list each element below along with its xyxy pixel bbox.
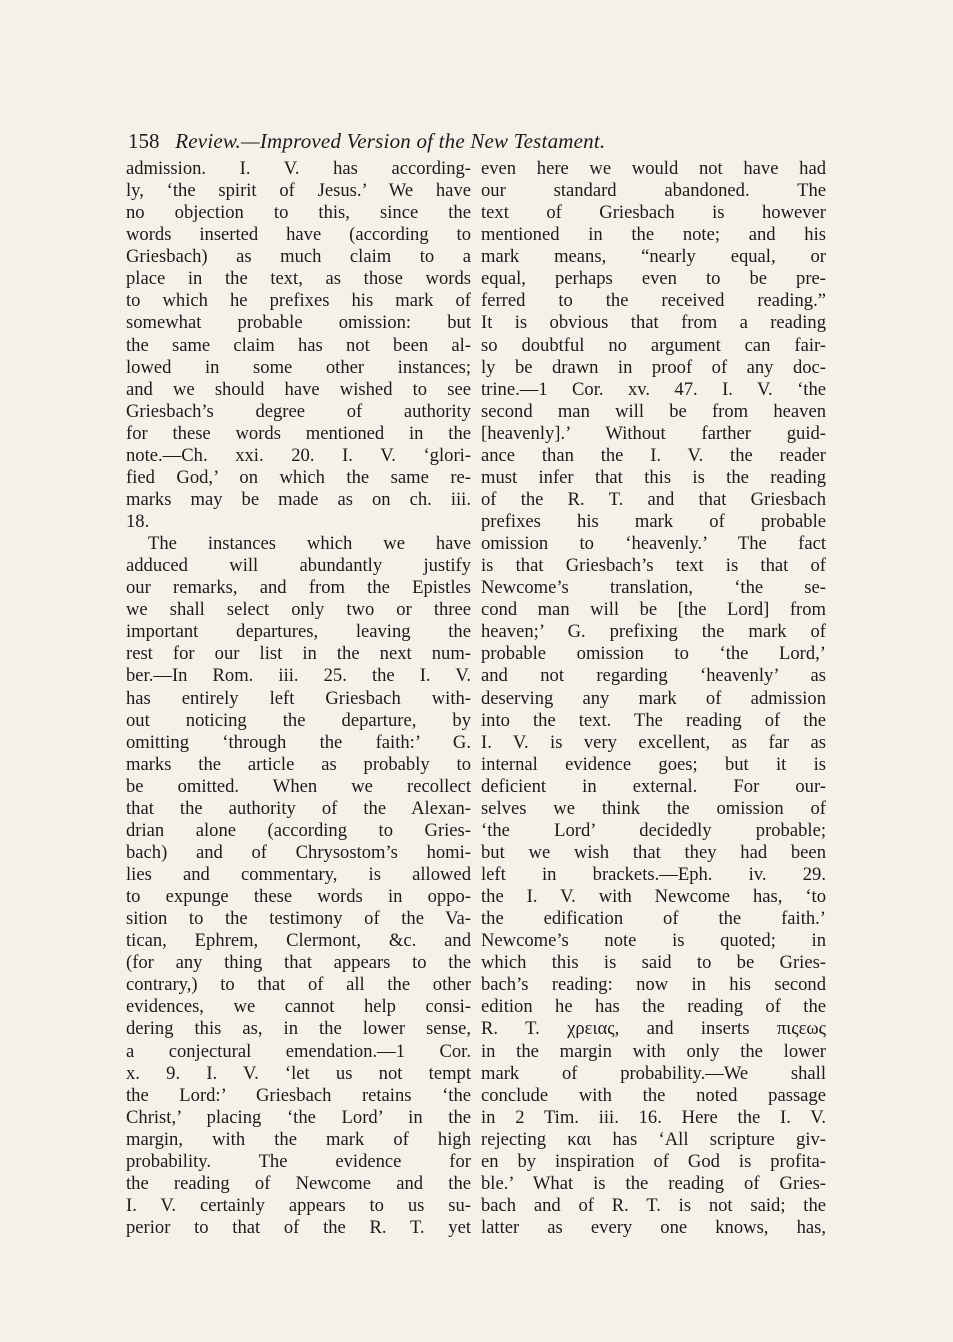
text-line: place in the text, as those words (126, 268, 471, 290)
text-line: left in brackets.—Eph. iv. 29. (481, 864, 826, 885)
text-line: perior to that of the R. T. yet (126, 1217, 471, 1238)
text-line: deserving any mark of admission (481, 687, 826, 709)
text-line: I. V. certainly appears to us su- (126, 1194, 471, 1216)
text-line: marks the article as probably to (126, 753, 471, 775)
text-line: I. V. is very excellent, as far as (481, 731, 826, 753)
text-line: cond man will be [the Lord] from (481, 599, 826, 621)
page-number: 158 (128, 129, 160, 153)
text-line: ly, ‘the spirit of Jesus.’ We have (126, 180, 471, 202)
text-line: bach) and of Chrysostom’s homi- (126, 841, 471, 863)
text-line: marks may be made as on ch. iii. (126, 488, 471, 510)
running-header (128, 126, 828, 156)
text-line: be omitted. When we recollect (126, 775, 471, 797)
text-line: The instances which we have (148, 533, 471, 555)
text-line: lowed in some other instances; (126, 356, 471, 378)
text-line: Newcome’s note is quoted; in (481, 930, 826, 952)
text-line: (for any thing that appears to the (126, 952, 471, 974)
text-line: and we should have wished to see (126, 378, 471, 400)
text-line: ly be drawn in proof of any doc- (481, 356, 826, 378)
text-line: the edification of the faith.’ (481, 908, 826, 930)
text-line: adduced will abundantly justify (126, 555, 471, 577)
running-title: Review.—Improved Version of the New Testament. (175, 129, 606, 153)
text-line: so doubtful no argument can fair- (481, 334, 826, 356)
text-line: is that Griesbach’s text is that of (481, 555, 826, 577)
text-line: omission to ‘heavenly.’ The fact (481, 533, 826, 555)
right-text-column (481, 158, 826, 1239)
text-line: words inserted have (according to (126, 224, 471, 246)
text-line: selves we think the omission of (481, 797, 826, 819)
text-line: into the text. The reading of the (481, 709, 826, 731)
text-line: no objection to this, since the (126, 202, 471, 224)
text-line: to which he prefixes his mark of (126, 290, 471, 312)
text-line: in the margin with only the lower (481, 1040, 826, 1062)
text-line: second man will be from heaven (481, 400, 826, 422)
text-line: rejecting και has ‘All scripture giv- (481, 1128, 826, 1150)
text-line: deficient in external. For our- (481, 775, 826, 797)
text-line: ber.—In Rom. iii. 25. the I. V. (126, 665, 471, 687)
text-line: fied God,’ on which the same re- (126, 466, 471, 488)
text-line: bach’s reading: now in his second (481, 974, 826, 996)
text-line: to expunge these words in oppo- (126, 886, 471, 908)
text-line: has entirely left Griesbach with- (126, 687, 471, 709)
text-line: conclude with the noted passage (481, 1084, 826, 1106)
text-line: sition to the testimony of the Va- (126, 908, 471, 930)
text-line: ance than the I. V. the reader (481, 444, 826, 466)
text-line: lies and commentary, is allowed (126, 864, 471, 885)
text-line: mentioned in the note; and his (481, 224, 826, 246)
text-line: note.—Ch. xxi. 20. I. V. ‘glori- (126, 444, 471, 466)
text-line: of the R. T. and that Griesbach (481, 488, 826, 510)
text-line: the Lord:’ Griesbach retains ‘the (126, 1084, 471, 1106)
text-line: Newcome’s translation, ‘the se- (481, 577, 826, 599)
text-line: equal, perhaps even to be pre- (481, 268, 826, 290)
text-line: our standard abandoned. The (481, 180, 826, 202)
text-line: text of Griesbach is however (481, 202, 826, 224)
left-text-column (126, 158, 471, 1239)
text-line: Christ,’ placing ‘the Lord’ in the (126, 1106, 471, 1128)
text-line: tican, Ephrem, Clermont, &c. and (126, 930, 471, 952)
text-line: the I. V. with Newcome has, ‘to (481, 886, 826, 908)
text-line: dering this as, in the lower sense, (126, 1018, 471, 1040)
text-line: the reading of Newcome and the (126, 1172, 471, 1194)
text-line: trine.—1 Cor. xv. 47. I. V. ‘the (481, 378, 826, 400)
text-line: admission. I. V. has according- (126, 158, 471, 179)
text-line: internal evidence goes; but it is (481, 753, 826, 775)
text-line: x. 9. I. V. ‘let us not tempt (126, 1062, 471, 1084)
text-line: evidences, we cannot help consi- (126, 996, 471, 1018)
text-line: our remarks, and from the Epistles (126, 577, 471, 599)
text-line: in 2 Tim. iii. 16. Here the I. V. (481, 1106, 826, 1128)
text-line: a conjectural emendation.—1 Cor. (126, 1040, 471, 1062)
text-line: R. T. χρειας, and inserts πιςεως (481, 1018, 826, 1040)
text-line: mark means, “nearly equal, or (481, 246, 826, 268)
text-line: even here we would not have had (481, 158, 826, 179)
text-line: we shall select only two or three (126, 599, 471, 621)
text-line: It is obvious that from a reading (481, 312, 826, 334)
text-line: probability. The evidence for (126, 1150, 471, 1172)
text-line: which this is said to be Gries- (481, 952, 826, 974)
text-line: that the authority of the Alexan- (126, 797, 471, 819)
text-line: rest for our list in the next num- (126, 643, 471, 665)
text-line: but we wish that they had been (481, 841, 826, 863)
text-line: ble.’ What is the reading of Gries- (481, 1172, 826, 1194)
text-line: for these words mentioned in the (126, 422, 471, 444)
text-line: somewhat probable omission: but (126, 312, 471, 334)
text-line: latter as every one knows, has, (481, 1217, 826, 1238)
text-line: probable omission to ‘the Lord,’ (481, 643, 826, 665)
text-line: drian alone (according to Gries- (126, 819, 471, 841)
text-line: Griesbach’s degree of authority (126, 400, 471, 422)
text-line: mark of probability.—We shall (481, 1062, 826, 1084)
text-line: ferred to the received reading.” (481, 290, 826, 312)
text-line: [heavenly].’ Without farther guid- (481, 422, 826, 444)
text-line: must infer that this is the reading (481, 466, 826, 488)
text-line: prefixes his mark of probable (481, 511, 826, 532)
text-line: Griesbach) as much claim to a (126, 246, 471, 268)
text-line: out noticing the departure, by (126, 709, 471, 731)
text-line: the same claim has not been al- (126, 334, 471, 356)
text-line: margin, with the mark of high (126, 1128, 471, 1150)
text-line: 18. (126, 511, 150, 532)
text-line: and not regarding ‘heavenly’ as (481, 665, 826, 687)
text-line: ‘the Lord’ decidedly probable; (481, 819, 826, 841)
text-line: heaven;’ G. prefixing the mark of (481, 621, 826, 643)
text-line: edition he has the reading of the (481, 996, 826, 1018)
text-line: contrary,) to that of all the other (126, 974, 471, 996)
text-line: important departures, leaving the (126, 621, 471, 643)
text-line: bach and of R. T. is not said; the (481, 1194, 826, 1216)
text-line: en by inspiration of God is profita- (481, 1150, 826, 1172)
text-line: omitting ‘through the faith:’ G. (126, 731, 471, 753)
